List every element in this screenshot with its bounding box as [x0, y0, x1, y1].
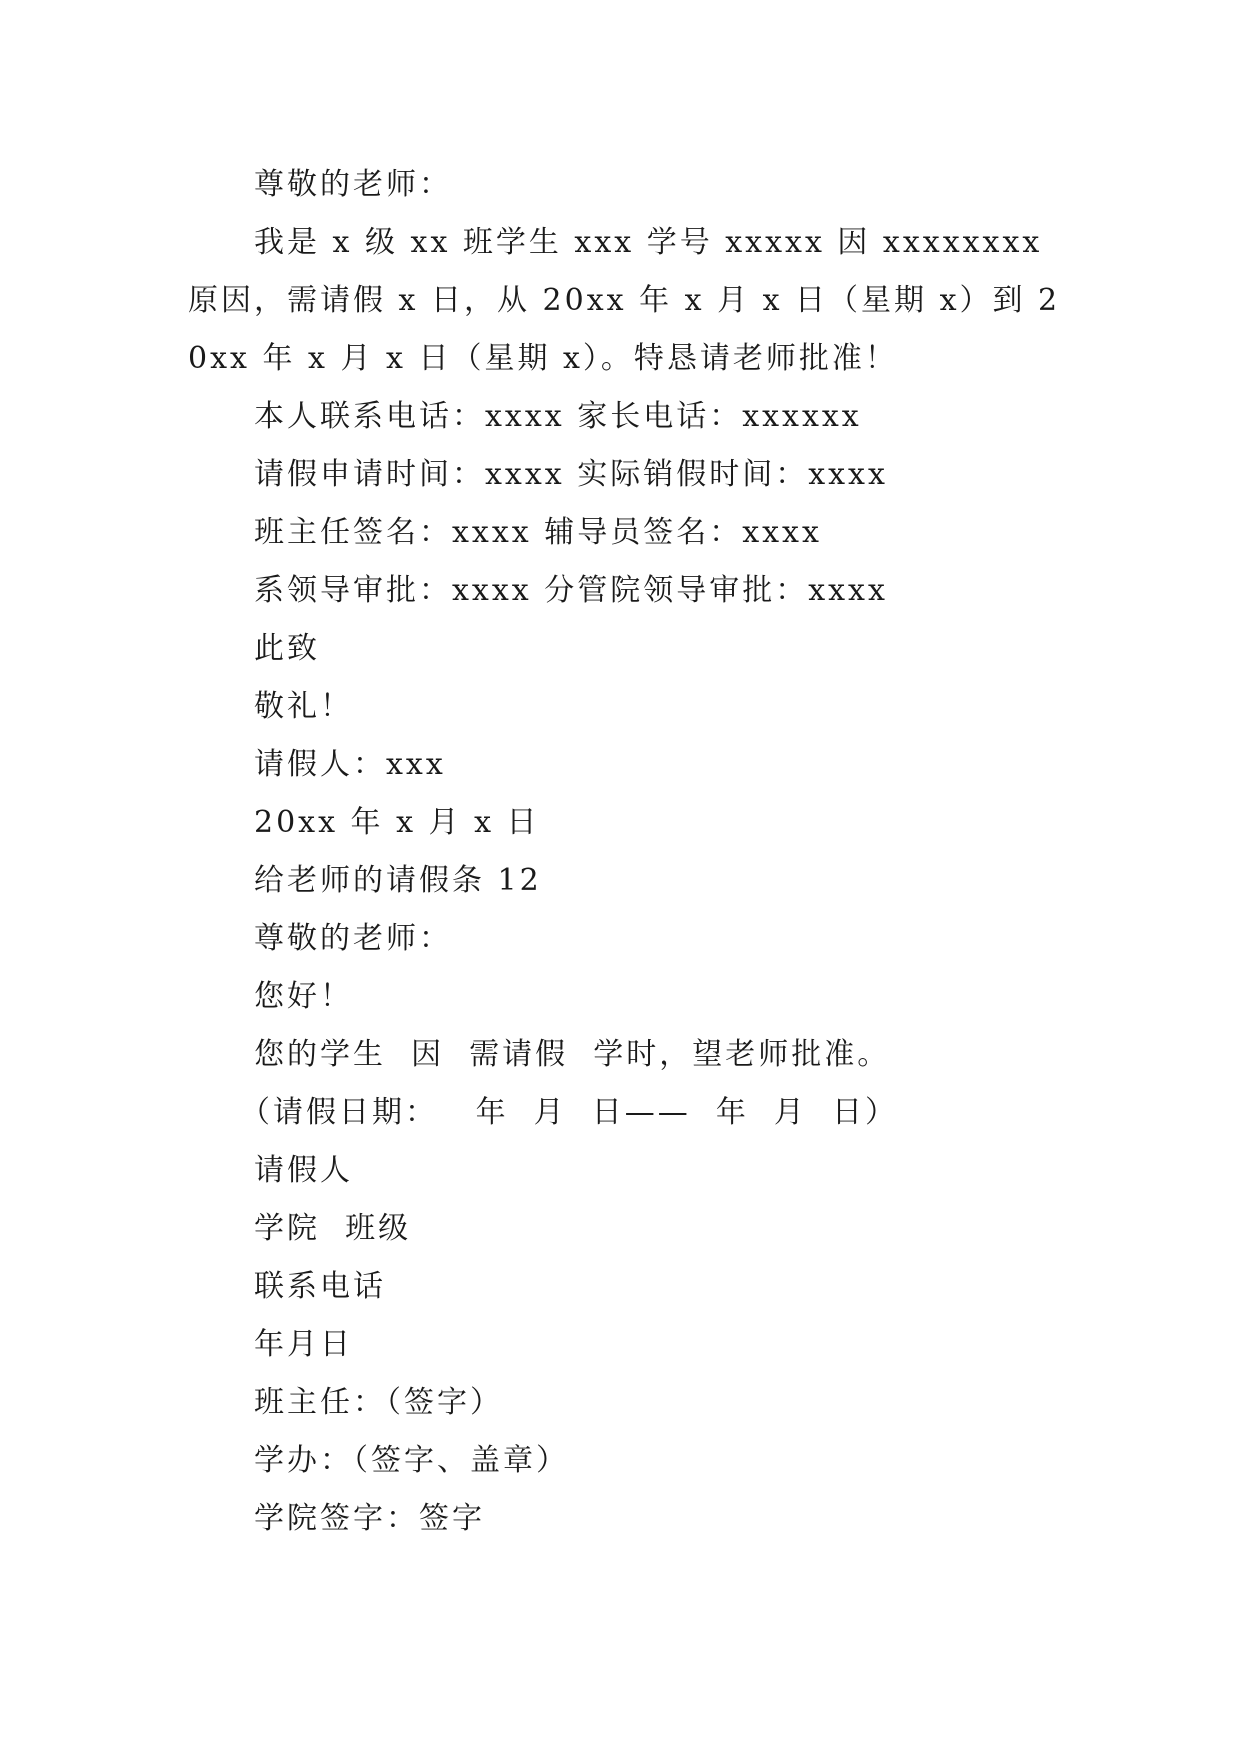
request-line: 您的学生 因 需请假 学时，望老师批准。: [254, 1037, 891, 1072]
closing-jingli: 敬礼！: [254, 689, 353, 724]
salutation: 尊敬的老师：: [254, 167, 452, 202]
date-range-line: （请假日期： 年 月 日—— 年 月 日）: [240, 1095, 898, 1130]
section-title: 给老师的请假条 12: [254, 863, 542, 898]
head-teacher-line: 班主任：（签字）: [254, 1385, 503, 1420]
student-office-line: 学办：（签字、盖章）: [254, 1443, 569, 1478]
ymd-line: 年月日: [254, 1327, 353, 1362]
date-line: 20xx 年 x 月 x 日: [254, 805, 540, 840]
applicant-line: 请假人：xxx: [254, 747, 446, 782]
salutation-2: 尊敬的老师：: [254, 921, 452, 956]
phone-label: 联系电话: [254, 1269, 386, 1304]
closing-cizhi: 此致: [254, 631, 320, 666]
letter-body: [188, 156, 1088, 1548]
college-sign-line: 学院签字：签字: [254, 1501, 485, 1536]
request-paragraph: 我是 x 级 xx 班学生 xxx 学号 xxxxx 因 xxxxxxxx 原因，需请假 x 日，从 20xx 年 x 月 x 日（星期 x）到 20xx 年 x 月 x 日（星期 x）。特恳请老师批准！: [188, 225, 1061, 376]
signature-line: 班主任签名：xxxx 辅导员签名：xxxx: [254, 515, 822, 550]
approval-line: 系领导审批：xxxx 分管院领导审批：xxxx: [254, 573, 888, 608]
contact-line: 本人联系电话：xxxx 家长电话：xxxxxx: [254, 399, 862, 434]
greeting: 您好！: [254, 979, 353, 1014]
college-class-line: 学院 班级: [254, 1211, 412, 1246]
applicant-label: 请假人: [254, 1153, 353, 1188]
time-line: 请假申请时间：xxxx 实际销假时间：xxxx: [254, 457, 888, 492]
